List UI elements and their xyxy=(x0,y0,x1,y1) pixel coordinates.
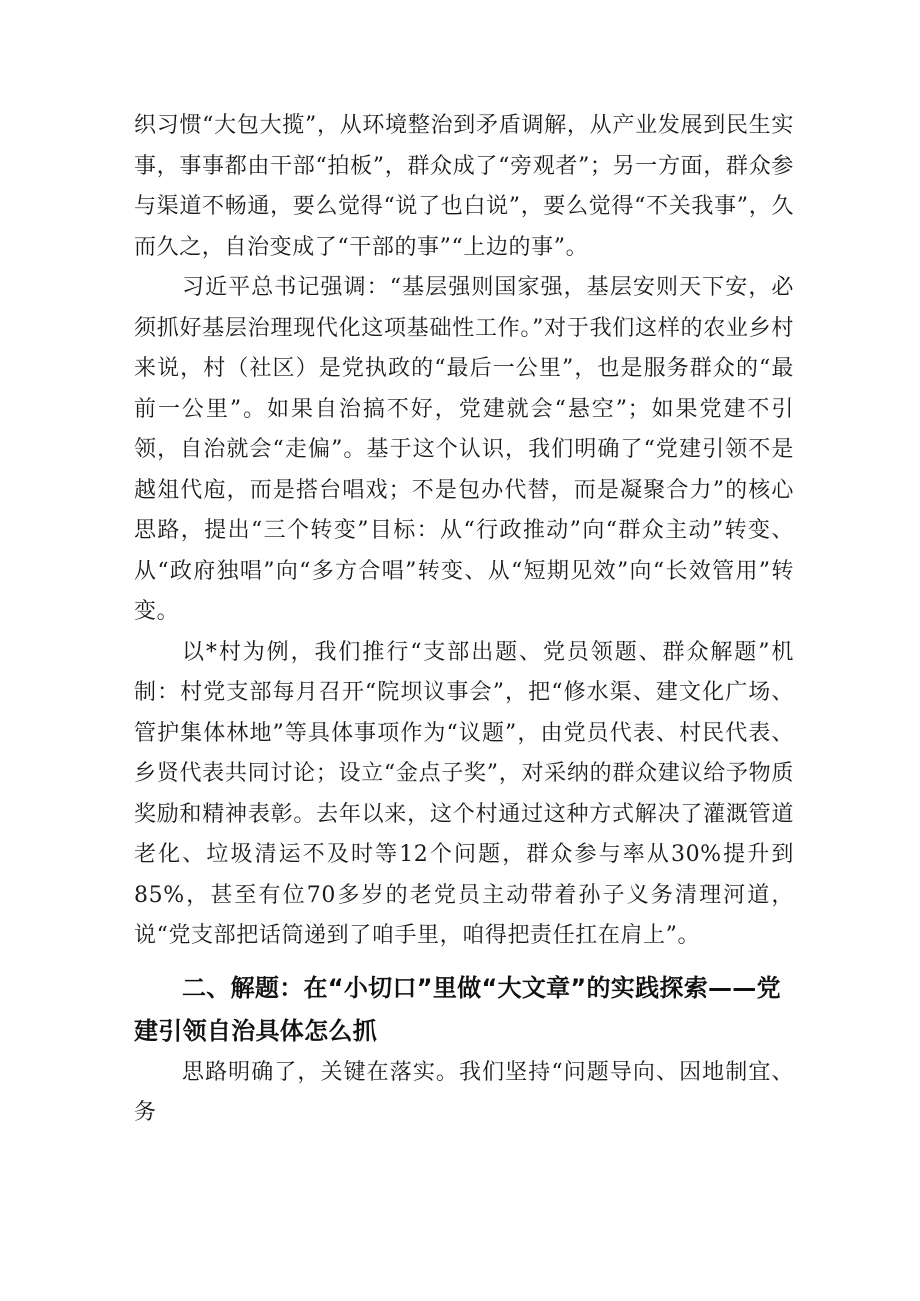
paragraph-xi-quote: 习近平总书记强调：“基层强则国家强，基层安则天下安，必须抓好基层治理现代化这项基础性工作。”对于我们这样的农业乡村来说，村（社区）是党执政的“最后一公里”，也是服务群众的“最前一公里”。如果自治搞不好，党建就会“悬空”；如果党建不引领，自治就会“走偏”。基于这个认识，我们明确了“党建引领不是越俎代庖，而是搭台唱戏；不是包办代替，而是凝聚合力”的核心思路，提出“三个转变”目标：从“行政推动”向“群众主动”转变、从“政府独唱”向“多方合唱”转变、从“短期见效”向“长效管用”转变。 xyxy=(134,275,794,624)
section-heading: 二、解题：在“小切口”里做“大文章”的实践探索——党建引领自治具体怎么抓 xyxy=(134,973,781,1045)
paragraph-village-example: 以*村为例，我们推行“支部出题、党员领题、群众解题”机制：村党支部每月召开“院坝议事会”，把“修水渠、建文化广场、管护集体林地”等具体事项作为“议题”，由党员代表、村民代表、乡贤代表共同讨论；设立“金点子奖”，对采纳的群众建议给予物质奖励和精神表彰。去年以来，这个村通过这种方式解决了灌溉管道老化、垃圾清运不及时等12个问题，群众参与率从30%提升到85%，甚至有位70多岁的老党员主动带着孙子义务清理河道，说“党支部把话筒递到了咱手里，咱得把责任扛在肩上”。 xyxy=(134,639,794,948)
document-page xyxy=(134,106,794,1134)
paragraph-implementation: 思路明确了，关键在落实。我们坚持“问题导向、因地制宜、务 xyxy=(134,1059,794,1125)
paragraph-continuation: 织习惯“大包大揽”，从环境整治到矛盾调解，从产业发展到民生实事，事事都由干部“拍板”，群众成了“旁观者”；另一方面，群众参与渠道不畅通，要么觉得“说了也白说”，要么觉得“不关我事”，久而久之，自治变成了“干部的事”“上边的事”。 xyxy=(134,113,794,260)
